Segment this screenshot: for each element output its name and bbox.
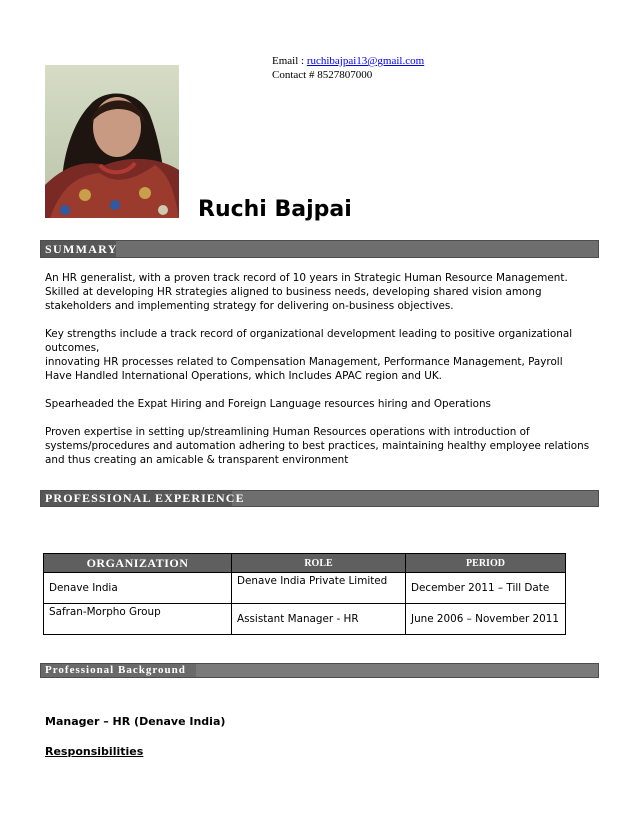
cell-organization: Denave India xyxy=(44,573,232,604)
role-title: Manager – HR (Denave India) xyxy=(45,715,226,728)
summary-paragraph xyxy=(45,425,600,467)
column-header-period: PERIOD xyxy=(406,554,566,573)
email-link[interactable]: ruchibajpai13@gmail.com xyxy=(306,55,425,67)
section-title: Professional Background xyxy=(45,664,186,676)
phone-line: Contact # 8527807000 xyxy=(272,69,373,81)
table-row xyxy=(44,573,566,604)
summary-line: An HR generalist, with a proven track record of 10 years in Strategic Human Resource Management. xyxy=(45,272,568,284)
contact-block xyxy=(272,54,424,82)
summary-body xyxy=(45,271,600,481)
cell-role: Assistant Manager - HR xyxy=(232,604,406,635)
responsibilities-heading: Responsibilities xyxy=(45,745,144,758)
section-header-summary xyxy=(40,240,599,258)
summary-paragraph xyxy=(45,271,600,313)
table-row xyxy=(44,604,566,635)
column-header-organization: ORGANIZATION xyxy=(44,554,232,573)
summary-line: Spearheaded the Expat Hiring and Foreign Language resources hiring and Operations xyxy=(45,398,491,410)
summary-line: Have Handled International Operations, which Includes APAC region and UK. xyxy=(45,370,442,382)
summary-line: Proven expertise in setting up/streamlining Human Resources operations with introduction of systems/procedures and automation adhering to best practices, maintaining healthy employee relations and thus creating an amicable & transparent environment xyxy=(45,426,590,466)
email-label: Email : xyxy=(272,55,307,67)
email-line xyxy=(272,54,424,68)
experience-table xyxy=(43,553,566,635)
summary-line: Skilled at developing HR strategies aligned to business needs, developing shared vision among stakeholders and implementing strategy for delivering on-business objectives. xyxy=(45,286,542,312)
cell-role: Denave India Private Limited xyxy=(232,573,406,604)
summary-line: innovating HR processes related to Compensation Management, Performance Management, Payroll xyxy=(45,356,563,368)
portrait-illustration xyxy=(45,65,179,218)
summary-paragraph xyxy=(45,327,600,383)
table-header-row xyxy=(44,554,566,573)
cell-organization: Safran-Morpho Group xyxy=(44,604,232,635)
summary-line: Key strengths include a track record of organizational development leading to positive organizational outcomes, xyxy=(45,328,573,354)
section-header-experience xyxy=(40,490,599,507)
section-header-background xyxy=(40,663,599,678)
profile-photo xyxy=(45,65,179,218)
candidate-name: Ruchi Bajpai xyxy=(198,197,352,222)
summary-paragraph xyxy=(45,397,600,411)
section-title: PROFESSIONAL EXPERIENCE xyxy=(45,491,245,505)
section-title: SUMMARY xyxy=(45,242,118,256)
cell-period: December 2011 – Till Date xyxy=(406,573,566,604)
column-header-role: ROLE xyxy=(232,554,406,573)
cell-period: June 2006 – November 2011 xyxy=(406,604,566,635)
